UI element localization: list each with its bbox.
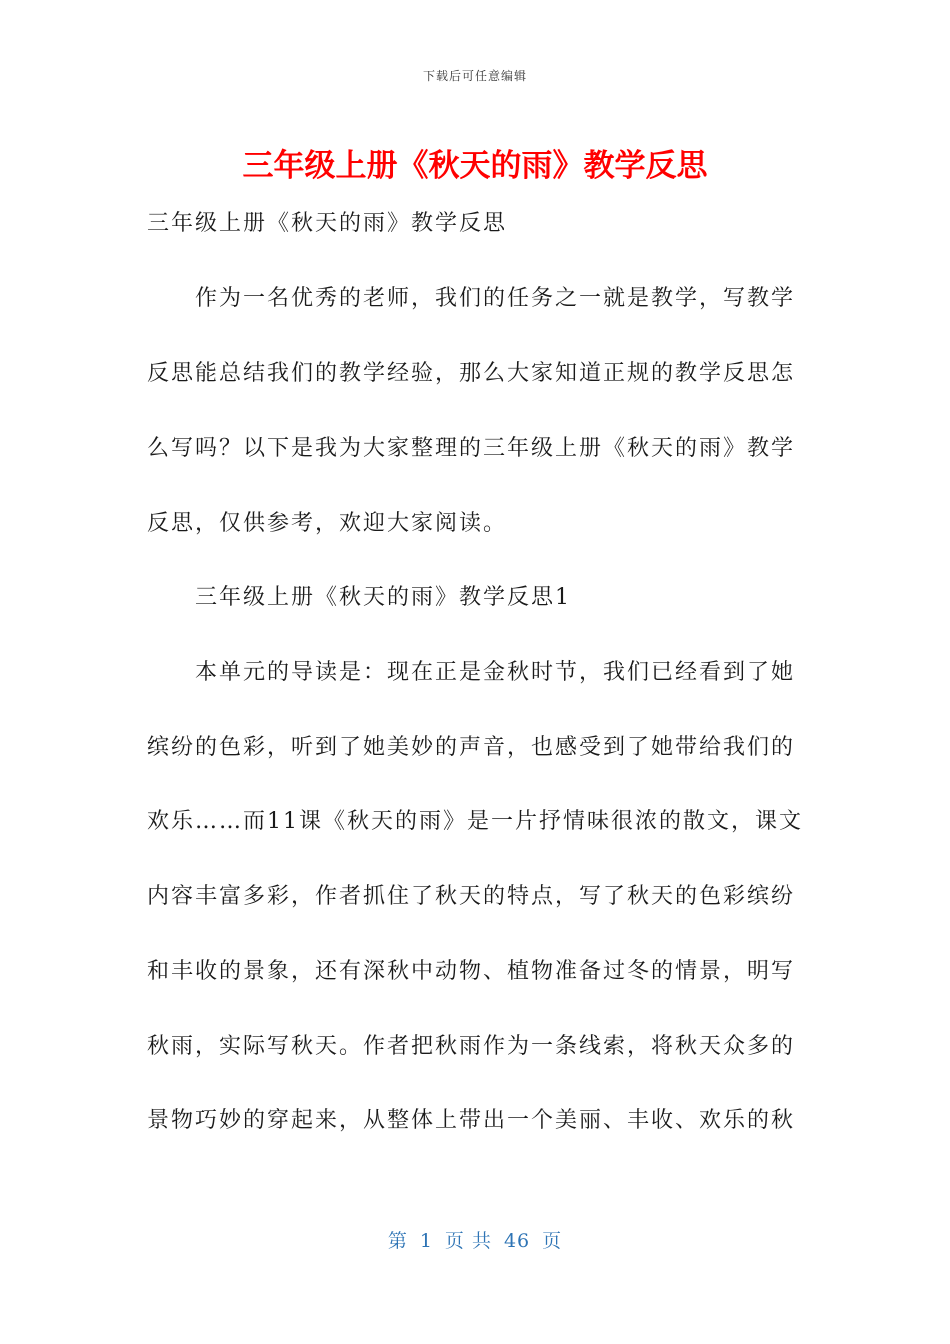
subtitle-line: 三年级上册《秋天的雨》教学反思 xyxy=(147,211,508,236)
footer-total-pages: 46 xyxy=(503,1230,531,1252)
paragraph-line: 内容丰富多彩，作者抓住了秋天的特点，写了秋天的色彩缤纷 xyxy=(147,884,796,909)
paragraph-line: 秋雨，实际写秋天。作者把秋雨作为一条线索，将秋天众多的 xyxy=(147,1034,796,1059)
header-note: 下载后可任意编辑 xyxy=(422,69,527,83)
page-footer xyxy=(0,1226,950,1253)
footer-middle: 页 共 xyxy=(444,1230,492,1252)
section-heading: 三年级上册《秋天的雨》教学反思1 xyxy=(147,585,571,610)
paragraph-line: 反思，仅供参考，欢迎大家阅读。 xyxy=(147,511,508,536)
paragraph-line: 缤纷的色彩，听到了她美妙的声音，也感受到了她带给我们的 xyxy=(147,735,796,760)
paragraph-line: 本单元的导读是：现在正是金秋时节，我们已经看到了她 xyxy=(147,660,796,685)
paragraph-line: 反思能总结我们的教学经验，那么大家知道正规的教学反思怎 xyxy=(147,361,796,386)
paragraph-line: 作为一名优秀的老师，我们的任务之一就是教学，写教学 xyxy=(147,286,796,311)
footer-suffix: 页 xyxy=(542,1230,563,1252)
paragraph-line: 欢乐……而11课《秋天的雨》是一片抒情味很浓的散文，课文 xyxy=(147,809,803,834)
paragraph-line: 么写吗？以下是我为大家整理的三年级上册《秋天的雨》教学 xyxy=(147,436,796,461)
footer-current-page: 1 xyxy=(419,1230,433,1252)
footer-prefix: 第 xyxy=(387,1230,408,1252)
document-title: 三年级上册《秋天的雨》教学反思 xyxy=(242,148,708,184)
paragraph-line: 和丰收的景象，还有深秋中动物、植物准备过冬的情景，明写 xyxy=(147,959,796,984)
paragraph-line: 景物巧妙的穿起来，从整体上带出一个美丽、丰收、欢乐的秋 xyxy=(147,1108,796,1133)
